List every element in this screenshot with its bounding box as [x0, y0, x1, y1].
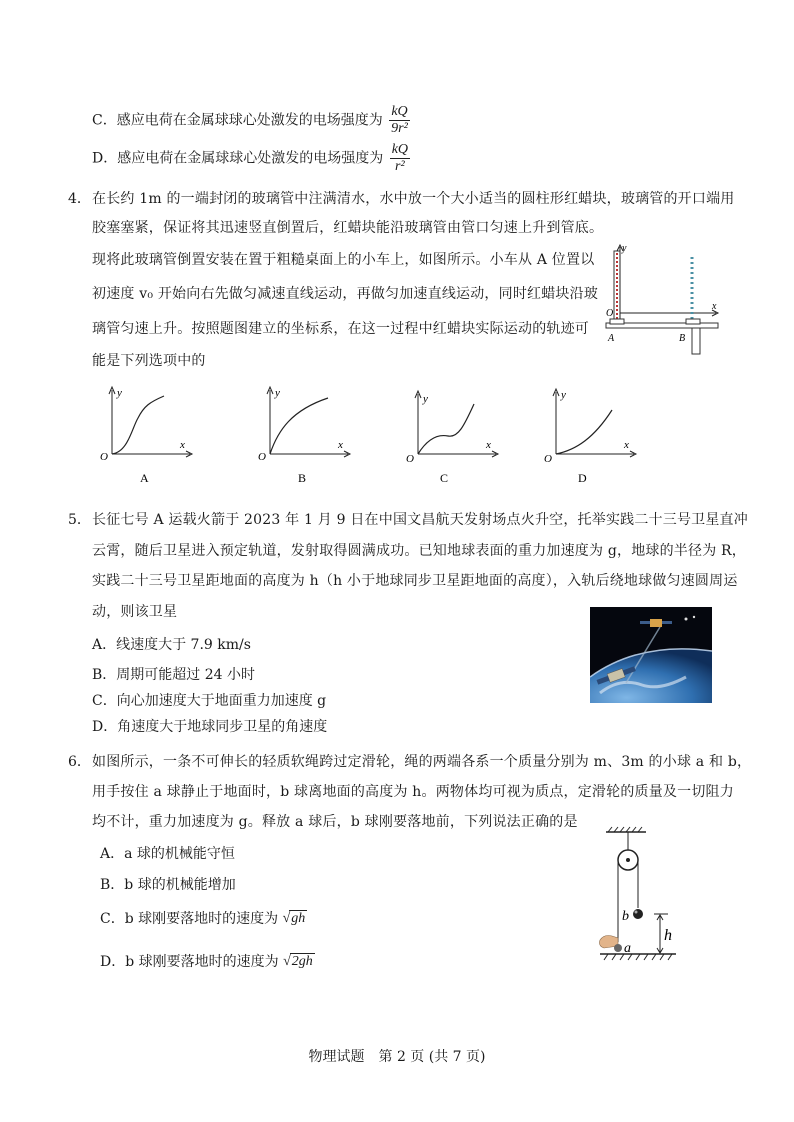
q4-stem-line-3: 现将此玻璃管倒置安装在置于粗糙桌面上的小车上，如图所示。小车从 A 位置以: [92, 252, 595, 268]
page-footer: 物理试题 第 2 页 (共 7 页): [308, 1049, 486, 1065]
q6-stem-line-3: 均不计，重力加速度为 g。释放 a 球后，b 球刚要落地前，下列说法正确的是: [92, 814, 578, 830]
q5-stem-line-2: 云霄，随后卫星进入预定轨道，发射取得圆满成功。已知地球表面的重力加速度为 g，地球的半径为 R，: [92, 543, 747, 559]
q6-ground-hatch: [604, 954, 672, 960]
q4-graph-b: [258, 387, 350, 485]
q3-option-d-fraction: [390, 142, 410, 175]
q6-ball-a-label: a: [624, 941, 631, 956]
q4-graph-c-origin: O: [406, 453, 414, 465]
q4-graph-a-y-label: y: [117, 387, 122, 399]
q4-cart-at-b: [686, 319, 700, 324]
q3-option-d-denominator: r²: [395, 159, 405, 174]
q3-option-c-label: C．: [92, 112, 117, 129]
q6-ball-b-label: b: [622, 909, 629, 924]
q4-graph-b-label: B: [298, 471, 307, 485]
q3-option-d-label: D．: [92, 150, 118, 167]
q6-ball-a: [614, 944, 622, 952]
q4-stem-line-1: 在长约 1m 的一端封闭的玻璃管中注满清水，水中放一个大小适当的圆柱形红蜡块，玻璃管的开口端用: [92, 191, 735, 207]
q4-graph-a: [100, 387, 192, 485]
q4-graph-c-y-label: y: [423, 393, 428, 405]
q4-fig-a-label: A: [608, 333, 615, 344]
q3-option-c-fraction: [389, 104, 410, 137]
q5-option-d: D．角速度大于地球同步卫星的角速度: [92, 719, 328, 735]
q5-satellite-photo: [590, 607, 712, 703]
q3-option-c-denominator: 9r²: [391, 121, 408, 136]
q4-cart-at-a: [610, 319, 624, 324]
q4-graph-c: [406, 391, 498, 485]
q4-fig-b-label: B: [679, 333, 686, 344]
q4-fig-y-label: y: [622, 243, 627, 254]
q3-option-c-numerator: kQ: [389, 104, 410, 121]
q4-graph-a-label: A: [140, 471, 149, 485]
q4-graph-d-label: D: [578, 471, 587, 485]
q6-option-a: A．a 球的机械能守恒: [100, 846, 235, 862]
q4-graph-c-curve: [418, 404, 474, 454]
q4-graph-d-curve: [556, 410, 612, 454]
q5-star-2: [693, 616, 695, 618]
q4-graph-d-x-label: x: [624, 439, 629, 451]
q4-stem-line-5: 璃管匀速上升。按照题图建立的坐标系，在这一过程中红蜡块实际运动的轨迹可: [92, 321, 589, 337]
q4-graph-b-y-label: y: [275, 387, 280, 399]
q5-option-b: B．周期可能超过 24 小时: [92, 667, 256, 683]
q6-option-d-radicand: 2gh: [291, 954, 313, 969]
q4-table-leg: [692, 328, 700, 354]
q4-number: 4．: [68, 191, 91, 207]
q4-graph-c-label: C: [440, 471, 449, 485]
q5-option-c: C．向心加速度大于地面重力加速度 g: [92, 693, 327, 709]
q4-graph-d: [544, 389, 636, 485]
q4-graph-c-x-label: x: [486, 439, 491, 451]
q4-graph-b-origin: O: [258, 451, 266, 463]
q4-fig-origin-label: O: [606, 308, 614, 319]
q3-option-c: [92, 104, 410, 137]
q4-graph-a-x-label: x: [180, 439, 185, 451]
q6-pulley-axle: [626, 858, 630, 862]
q6-height-label: h: [664, 927, 672, 944]
q4-graph-d-y-label: y: [561, 389, 566, 401]
q6-option-c-sqrt: √gh: [282, 911, 306, 926]
q5-stem-line-3: 实践二十三号卫星距地面的高度为 h（h 小于地球同步卫星距地面的高度），入轨后绕地球做匀速圆周运: [92, 573, 738, 589]
q6-option-c-radicand: gh: [291, 911, 306, 926]
q4-stem-line-4: 初速度 v₀ 开始向右先做匀减速直线运动，再做匀加速直线运动，同时红蜡块沿玻: [92, 286, 599, 302]
q5-star-1: [685, 618, 688, 621]
q4-graph-a-origin: O: [100, 451, 108, 463]
q6-stem-line-1: 如图所示，一条不可伸长的轻质软绳跨过定滑轮，绳的两端各系一个质量分别为 m、3m 的小球 a 和 b，: [92, 754, 752, 770]
q4-graph-b-x-label: x: [338, 439, 343, 451]
q6-option-b: B．b 球的机械能增加: [100, 877, 236, 893]
q3-option-d: [92, 142, 410, 175]
q4-fig-x-label: x: [712, 301, 717, 312]
q6-option-d: [100, 951, 315, 971]
q6-option-c-text: C．b 球刚要落地时的速度为: [100, 911, 279, 927]
q5-option-a: A．线速度大于 7.9 km/s: [92, 637, 251, 653]
q4-graph-b-curve: [270, 398, 328, 454]
q6-ball-b: [633, 909, 643, 919]
q4-graph-a-curve: [112, 396, 164, 454]
q6-stem-line-2: 用手按住 a 球静止于地面时，b 球离地面的高度为 h。两物体均可视为质点，定滑轮的质量及一切阻力: [92, 784, 734, 800]
q3-option-d-numerator: kQ: [391, 142, 409, 157]
q4-graph-d-origin: O: [544, 453, 552, 465]
q6-option-c: [100, 908, 307, 928]
q5-stem-line-1: 长征七号 A 运载火箭于 2023 年 1 月 9 日在中国文昌航天发射场点火升空，托举实践二十三号卫星直冲: [92, 512, 748, 528]
q4-stem-line-2: 胶塞塞紧，保证将其迅速竖直倒置后，红蜡块能沿玻璃管由管口匀速上升到管底。: [92, 220, 604, 236]
q5-number: 5．: [68, 512, 91, 528]
q5-stem-line-4: 动，则该卫星: [92, 604, 178, 620]
q4-option-graphs: [98, 384, 758, 488]
q4-stem-line-6: 能是下列选项中的: [92, 353, 206, 369]
q6-option-d-text: D．b 球刚要落地时的速度为: [100, 954, 279, 970]
q4-cart-figure: [600, 243, 726, 355]
q6-option-d-sqrt: √2gh: [283, 954, 313, 969]
q6-pulley-figure: [596, 826, 688, 972]
q3-option-c-text: 感应电荷在金属球球心处激发的电场强度为: [116, 112, 383, 129]
q3-option-d-text: 感应电荷在金属球球心处激发的电场强度为: [117, 150, 384, 167]
q6-number: 6．: [68, 754, 91, 770]
